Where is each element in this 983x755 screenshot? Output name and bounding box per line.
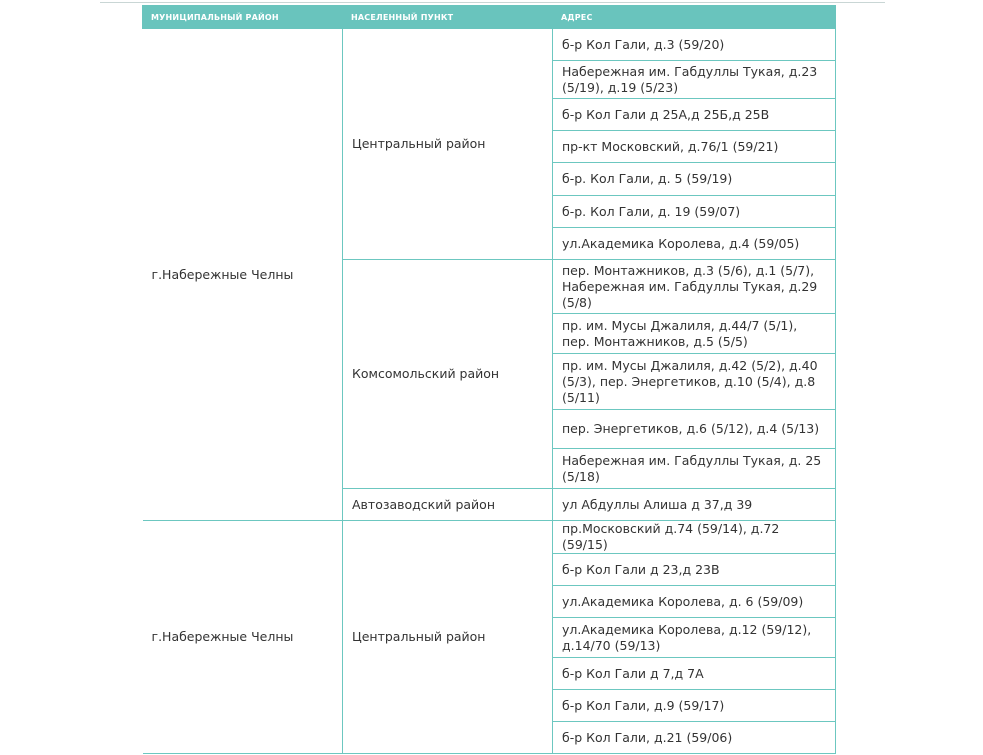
address-cell: Набережная им. Габдуллы Тукая, д.23 (5/19), д.19 (5/23) bbox=[553, 61, 836, 99]
address-cell: Набережная им. Габдуллы Тукая, д. 25 (5/18) bbox=[553, 449, 836, 489]
address-cell: пр-кт Московский, д.76/1 (59/21) bbox=[553, 131, 836, 163]
address-cell: пер. Энергетиков, д.6 (5/12), д.4 (5/13) bbox=[553, 410, 836, 449]
locality-cell: Комсомольский район bbox=[343, 260, 553, 489]
table-row bbox=[143, 521, 836, 554]
address-cell: б-р. Кол Гали, д. 5 (59/19) bbox=[553, 163, 836, 196]
locality-cell: Центральный район bbox=[343, 29, 553, 260]
municipality-cell: г.Набережные Челны bbox=[143, 521, 343, 754]
table-row bbox=[143, 29, 836, 61]
locality-cell: Автозаводский район bbox=[343, 489, 553, 521]
address-cell: ул.Академика Королева, д.12 (59/12), д.14/70 (59/13) bbox=[553, 618, 836, 658]
header-locality: НАСЕЛЕННЫЙ ПУНКТ bbox=[343, 6, 553, 29]
header-address: АДРЕС bbox=[553, 6, 836, 29]
address-cell: б-р Кол Гали, д.3 (59/20) bbox=[553, 29, 836, 61]
address-cell: б-р Кол Гали д 7,д 7А bbox=[553, 658, 836, 690]
top-divider bbox=[100, 2, 885, 3]
address-cell: пр. им. Мусы Джалиля, д.42 (5/2), д.40 (5/3), пер. Энергетиков, д.10 (5/4), д.8 (5/11) bbox=[553, 354, 836, 410]
address-cell: б-р Кол Гали д 25А,д 25Б,д 25В bbox=[553, 99, 836, 131]
address-cell: пер. Монтажников, д.3 (5/6), д.1 (5/7), Набережная им. Габдуллы Тукая, д.29 (5/8) bbox=[553, 260, 836, 314]
address-cell: пр.Московский д.74 (59/14), д.72 (59/15) bbox=[553, 521, 836, 554]
municipality-cell: г.Набережные Челны bbox=[143, 29, 343, 521]
address-cell: ул Абдуллы Алиша д 37,д 39 bbox=[553, 489, 836, 521]
address-cell: ул.Академика Королева, д.4 (59/05) bbox=[553, 228, 836, 260]
address-cell: ул.Академика Королева, д. 6 (59/09) bbox=[553, 586, 836, 618]
address-cell: пр. им. Мусы Джалиля, д.44/7 (5/1), пер. Монтажников, д.5 (5/5) bbox=[553, 314, 836, 354]
address-cell: б-р. Кол Гали, д. 19 (59/07) bbox=[553, 196, 836, 228]
address-cell: б-р Кол Гали, д.21 (59/06) bbox=[553, 722, 836, 754]
address-table bbox=[142, 5, 836, 754]
header-municipality: МУНИЦИПАЛЬНЫЙ РАЙОН bbox=[143, 6, 343, 29]
locality-cell: Центральный район bbox=[343, 521, 553, 754]
header-row bbox=[143, 6, 836, 29]
address-cell: б-р Кол Гали, д.9 (59/17) bbox=[553, 690, 836, 722]
address-cell: б-р Кол Гали д 23,д 23В bbox=[553, 554, 836, 586]
